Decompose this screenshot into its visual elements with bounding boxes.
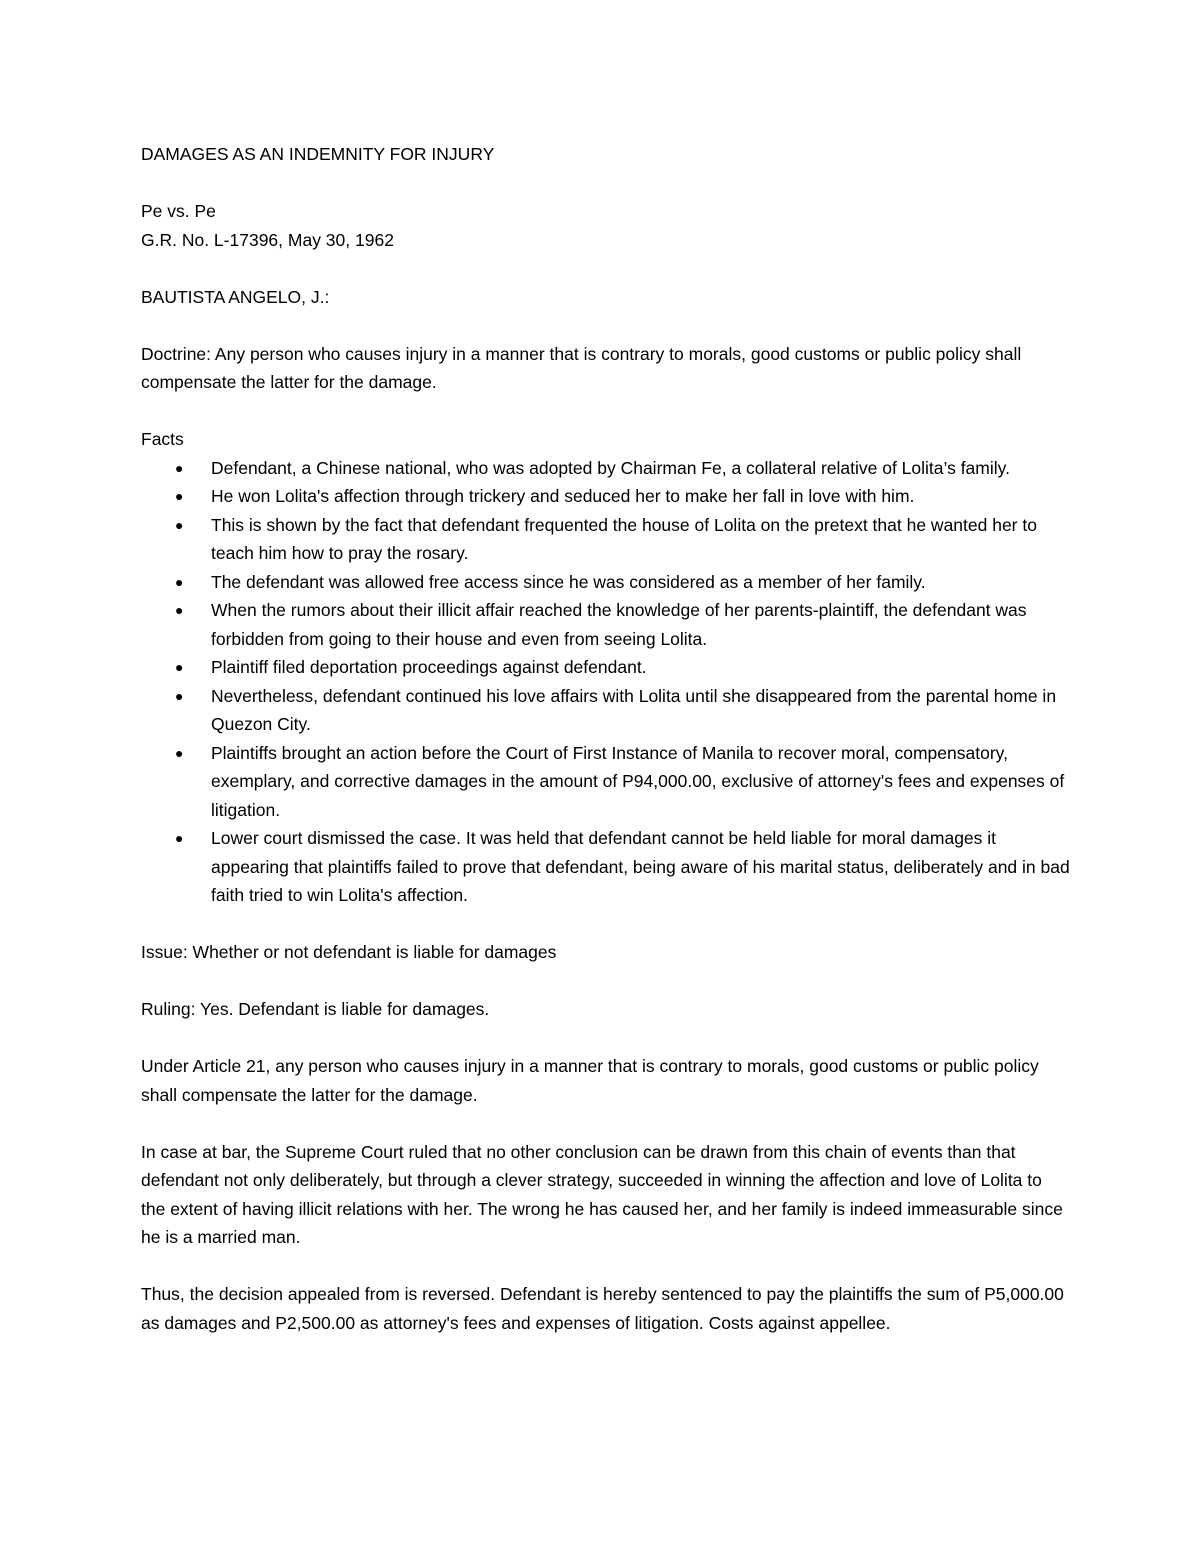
ponente: BAUTISTA ANGELO, J.: xyxy=(141,286,330,307)
fact-text: This is shown by the fact that defendant frequented the house of Lolita on the pretext that he wanted her to teach him how to pray the rosary. xyxy=(211,514,1037,563)
fact-text: Defendant, a Chinese national, who was adopted by Chairman Fe, a collateral relative of Lolita’s family. xyxy=(211,457,1010,478)
document-title: DAMAGES AS AN INDEMNITY FOR INJURY xyxy=(141,144,495,164)
fact-text: He won Lolita's affection through trickery and seduced her to make her fall in love with him. xyxy=(211,486,915,506)
fact-text: Plaintiff filed deportation proceedings against defendant. xyxy=(211,657,647,677)
facts-list xyxy=(141,454,1071,910)
bullet-icon: ● xyxy=(175,744,184,761)
ruling-paragraph: Ruling: Yes. Defendant is liable for damages. xyxy=(141,999,490,1019)
fact-item xyxy=(141,739,1071,825)
fact-item xyxy=(141,482,1071,511)
fact-text: Plaintiffs brought an action before the Court of First Instance of Manila to recover moral, compensatory, exemplary, and corrective damages in the amount of P94,000.00, exclusive of attorney's fees and expenses of litigation. xyxy=(211,742,1065,820)
article-paragraph: Under Article 21, any person who causes injury in a manner that is contrary to morals, good customs or public policy shall compensate the latter for the damage. xyxy=(141,1056,1039,1105)
document-page xyxy=(141,140,1071,1366)
fact-text: The defendant was allowed free access since he was considered as a member of her family. xyxy=(211,571,926,592)
fact-text: Nevertheless, defendant continued his love affairs with Lolita until she disappeared from the parental home in Quezon City. xyxy=(211,685,1057,734)
bullet-icon: ● xyxy=(175,488,184,504)
conclusion-paragraph: Thus, the decision appealed from is reversed. Defendant is hereby sentenced to pay the plaintiffs the sum of P5,000.00 as damages and P2,500.00 as attorney's fees and expenses of litigation. Costs against appellee. xyxy=(141,1284,1064,1333)
bullet-icon: ● xyxy=(175,573,184,590)
fact-item xyxy=(141,454,1071,483)
case-at-bar-paragraph: In case at bar, the Supreme Court ruled that no other conclusion can be drawn from this chain of events than that defendant not only deliberately, but through a clever strategy, succeeded in winning the affection and love of Lolita to the extent of having illicit relations with her. The wrong he has caused her, and her family is indeed immeasurable since he is a married man. xyxy=(141,1141,1063,1247)
fact-text: When the rumors about their illicit affair reached the knowledge of her parents-plaintiff, the defendant was forbidden from going to their house and even from seeing Lolita. xyxy=(211,600,1027,649)
fact-text: Lower court dismissed the case. It was held that defendant cannot be held liable for moral damages it appearing that plaintiffs failed to prove that defendant, being aware of his marital status, deliberately and in bad faith tried to win Lolita's affection. xyxy=(211,828,1070,905)
fact-item xyxy=(141,653,1071,682)
bullet-icon: ● xyxy=(175,516,184,533)
facts-heading: Facts xyxy=(141,429,184,449)
issue-paragraph: Issue: Whether or not defendant is liable for damages xyxy=(141,942,557,962)
fact-item xyxy=(141,511,1071,568)
bullet-icon: ● xyxy=(175,459,184,476)
bullet-icon: ● xyxy=(175,687,184,704)
fact-item xyxy=(141,596,1071,653)
fact-item xyxy=(141,682,1071,739)
bullet-icon: ● xyxy=(175,602,184,618)
doctrine-paragraph: Doctrine: Any person who causes injury in a manner that is contrary to morals, good customs or public policy shall compensate the latter for the damage. xyxy=(141,343,1022,392)
case-name: Pe vs. Pe xyxy=(141,201,216,221)
case-number: G.R. No. L-17396, May 30, 1962 xyxy=(141,229,394,250)
bullet-icon: ● xyxy=(175,830,184,846)
bullet-icon: ● xyxy=(175,659,184,675)
fact-item xyxy=(141,568,1071,597)
fact-item xyxy=(141,824,1071,910)
